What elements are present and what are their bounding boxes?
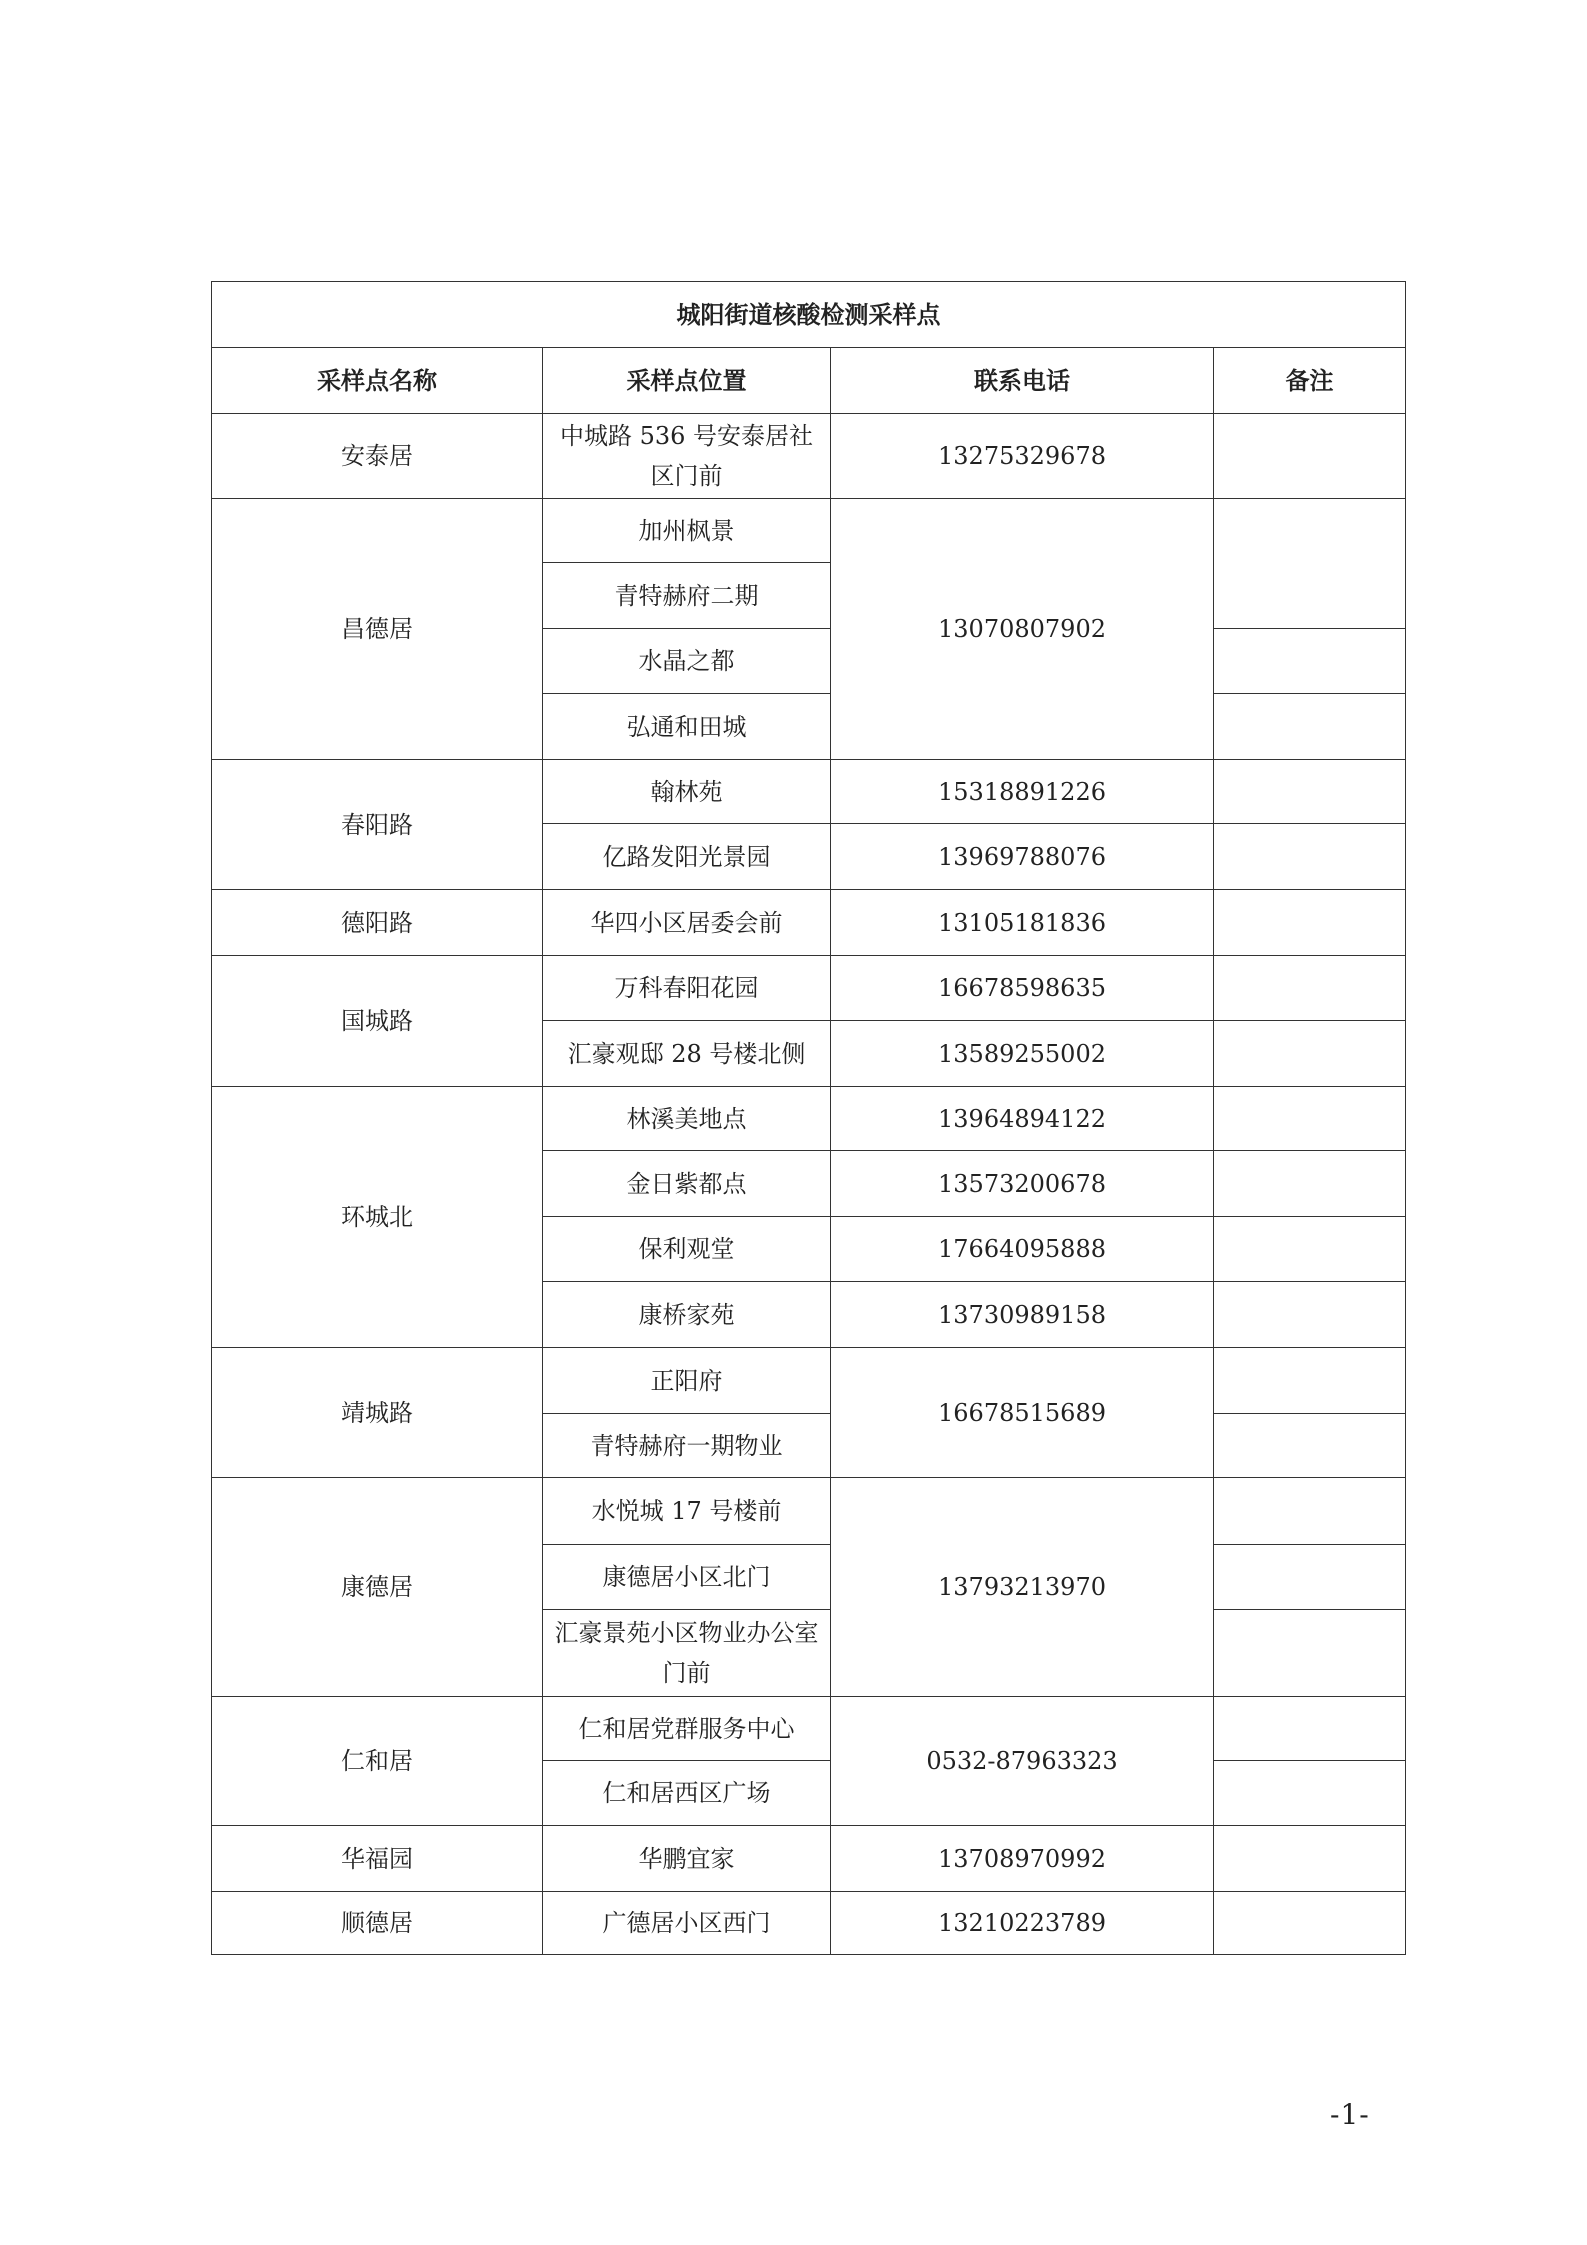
site-location: 康德居小区北门 (543, 1545, 831, 1610)
site-remark (1214, 1021, 1406, 1087)
site-remark (1214, 956, 1406, 1021)
site-phone: 13070807902 (831, 499, 1214, 760)
site-remark (1214, 1414, 1406, 1478)
site-location: 仁和居西区广场 (543, 1761, 831, 1826)
site-remark (1214, 1478, 1406, 1545)
site-name: 春阳路 (212, 760, 543, 890)
site-name: 顺德居 (212, 1892, 543, 1955)
site-remark (1214, 694, 1406, 760)
site-phone: 13105181836 (831, 890, 1214, 956)
site-location: 青特赫府二期 (543, 563, 831, 629)
site-phone: 13969788076 (831, 824, 1214, 890)
site-location: 水悦城 17 号楼前 (543, 1478, 831, 1545)
site-location: 广德居小区西门 (543, 1892, 831, 1955)
site-phone: 13275329678 (831, 414, 1214, 499)
site-location: 弘通和田城 (543, 694, 831, 760)
site-location: 亿路发阳光景园 (543, 824, 831, 890)
site-location: 汇豪观邸 28 号楼北侧 (543, 1021, 831, 1087)
site-location: 加州枫景 (543, 499, 831, 563)
site-location: 金日紫都点 (543, 1151, 831, 1217)
site-remark (1214, 1348, 1406, 1414)
page-number: -1- (1330, 2098, 1370, 2131)
site-remark (1214, 760, 1406, 824)
site-location: 仁和居党群服务中心 (543, 1697, 831, 1761)
site-name: 康德居 (212, 1478, 543, 1697)
site-phone: 13964894122 (831, 1087, 1214, 1151)
site-location: 汇豪景苑小区物业办公室门前 (543, 1610, 831, 1697)
site-name: 华福园 (212, 1826, 543, 1892)
table-title: 城阳街道核酸检测采样点 (212, 282, 1406, 348)
site-phone: 16678598635 (831, 956, 1214, 1021)
site-remark (1214, 1217, 1406, 1282)
site-remark (1214, 1610, 1406, 1697)
site-remark (1214, 1151, 1406, 1217)
sampling-points-table (211, 281, 1406, 1955)
site-location: 正阳府 (543, 1348, 831, 1414)
site-location: 林溪美地点 (543, 1087, 831, 1151)
site-name: 环城北 (212, 1087, 543, 1348)
site-phone: 13210223789 (831, 1892, 1214, 1955)
site-phone: 16678515689 (831, 1348, 1214, 1478)
site-name: 安泰居 (212, 414, 543, 499)
site-phone: 13793213970 (831, 1478, 1214, 1697)
site-remark (1214, 414, 1406, 499)
site-phone: 17664095888 (831, 1217, 1214, 1282)
site-remark (1214, 1282, 1406, 1348)
site-remark (1214, 629, 1406, 694)
site-location: 水晶之都 (543, 629, 831, 694)
site-location: 康桥家苑 (543, 1282, 831, 1348)
site-phone: 13573200678 (831, 1151, 1214, 1217)
site-name: 昌德居 (212, 499, 543, 760)
header-phone: 联系电话 (831, 348, 1214, 414)
site-location: 青特赫府一期物业 (543, 1414, 831, 1478)
header-location: 采样点位置 (543, 348, 831, 414)
site-phone: 13708970992 (831, 1826, 1214, 1892)
site-name: 靖城路 (212, 1348, 543, 1478)
site-remark (1214, 1892, 1406, 1955)
site-remark (1214, 1697, 1406, 1761)
site-phone: 13589255002 (831, 1021, 1214, 1087)
site-location: 翰林苑 (543, 760, 831, 824)
site-remark (1214, 1761, 1406, 1826)
site-remark (1214, 1545, 1406, 1610)
header-remark: 备注 (1214, 348, 1406, 414)
site-remark (1214, 499, 1406, 629)
site-phone: 13730989158 (831, 1282, 1214, 1348)
site-remark (1214, 824, 1406, 890)
site-name: 德阳路 (212, 890, 543, 956)
site-remark (1214, 890, 1406, 956)
site-location: 华鹏宜家 (543, 1826, 831, 1892)
site-remark (1214, 1826, 1406, 1892)
site-location: 保利观堂 (543, 1217, 831, 1282)
site-location: 万科春阳花园 (543, 956, 831, 1021)
header-name: 采样点名称 (212, 348, 543, 414)
site-remark (1214, 1087, 1406, 1151)
site-phone: 15318891226 (831, 760, 1214, 824)
site-location: 华四小区居委会前 (543, 890, 831, 956)
site-name: 国城路 (212, 956, 543, 1087)
site-phone: 0532-87963323 (831, 1697, 1214, 1826)
site-location: 中城路 536 号安泰居社区门前 (543, 414, 831, 499)
site-name: 仁和居 (212, 1697, 543, 1826)
